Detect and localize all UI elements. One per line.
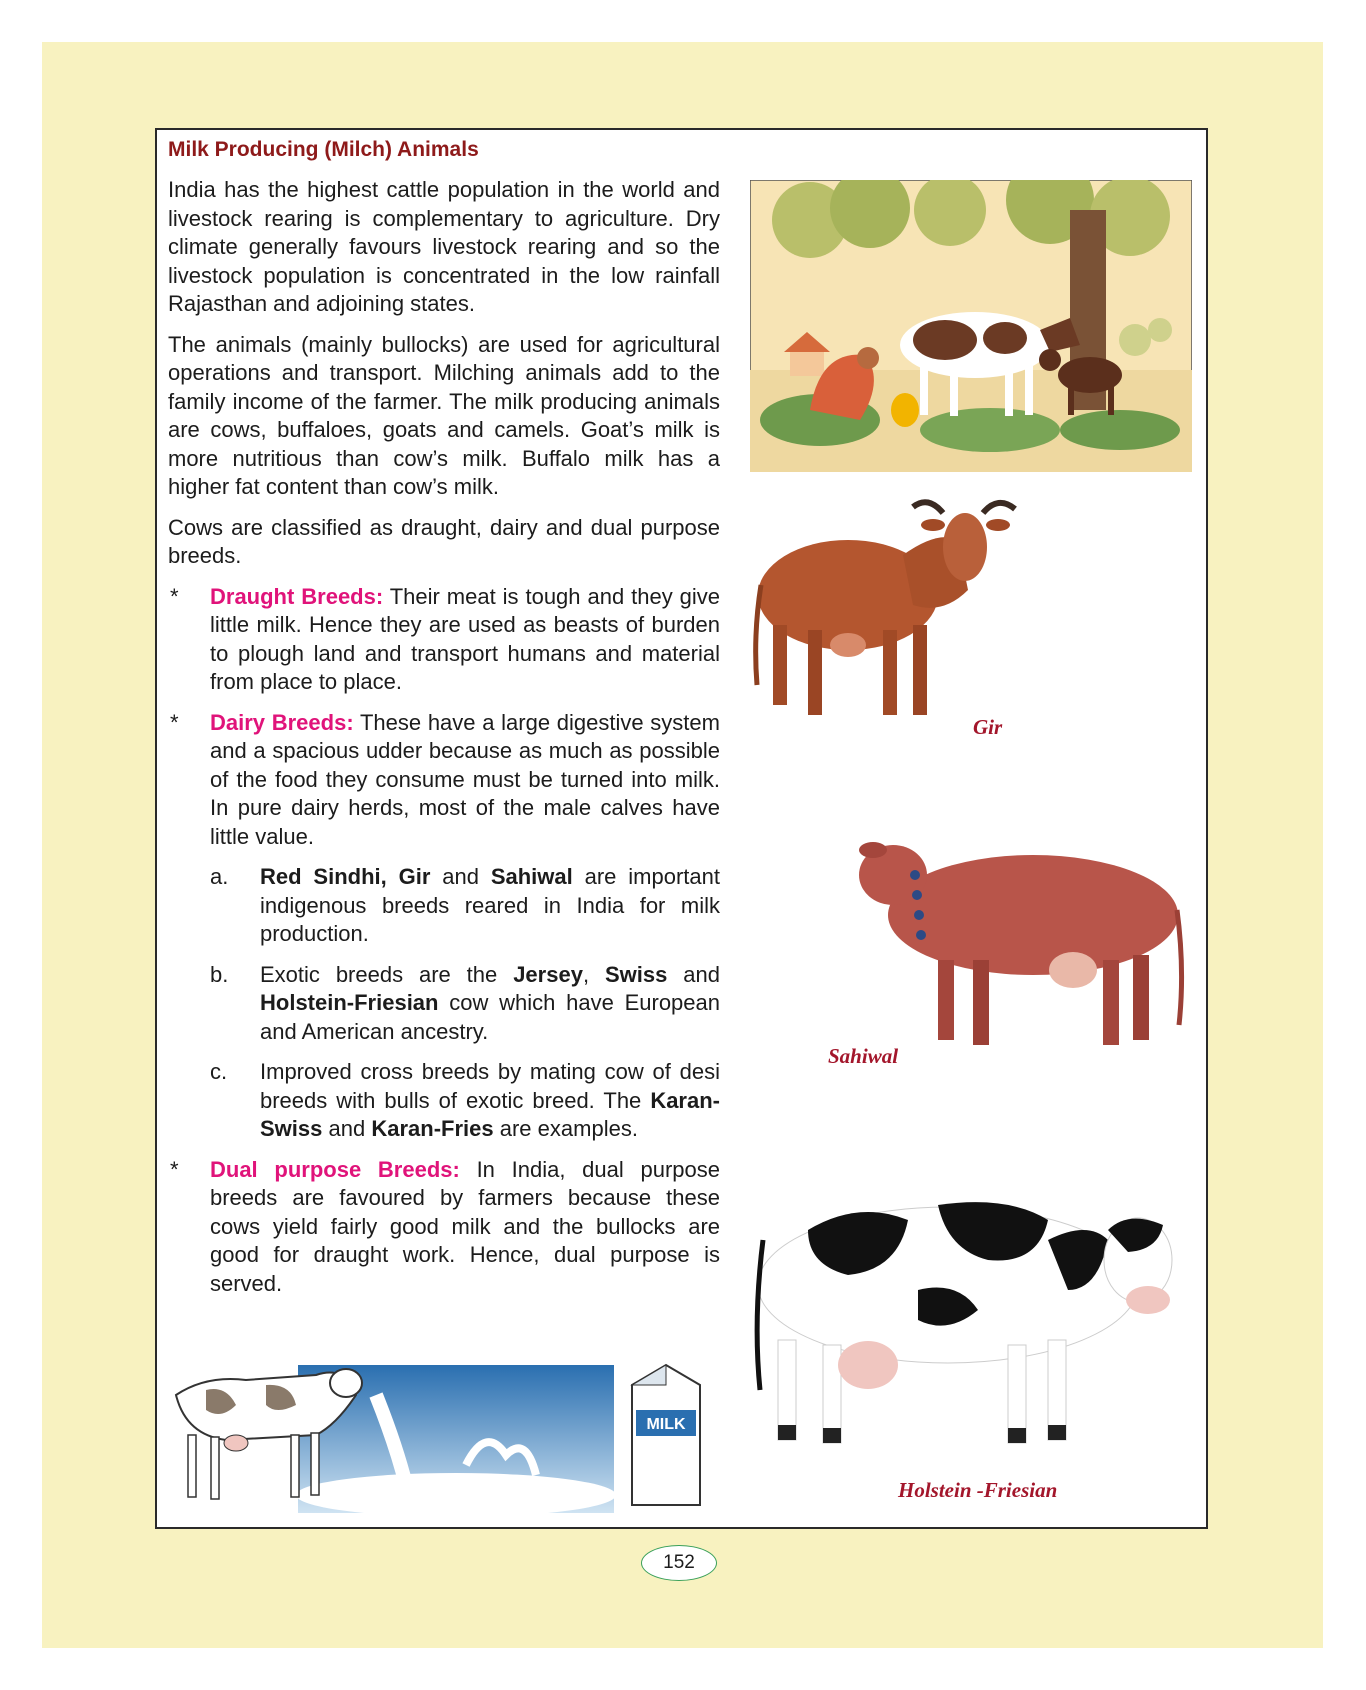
- sub-item-c: [168, 1058, 720, 1144]
- milk-carton-label: MILK: [646, 1416, 686, 1433]
- bold-term: Jersey: [513, 961, 583, 987]
- sahiwal-cow-image: [833, 820, 1193, 1060]
- bullet-mark: *: [170, 1156, 179, 1182]
- bullet-mark: *: [170, 709, 179, 735]
- text-span: Exotic breeds are the: [260, 961, 498, 987]
- gir-cow-image: [753, 495, 1033, 735]
- draught-text: Their meat is tough and they give little milk. Hence they are used as beasts of burden to plough land and transport humans and material from place to place.: [210, 583, 720, 694]
- dual-term: Dual purpose Breeds:: [210, 1156, 460, 1182]
- bullet-dual: [168, 1156, 720, 1299]
- dairy-term: Dairy Breeds:: [210, 709, 354, 735]
- text-span: ,: [582, 961, 590, 987]
- bold-term: Karan-Fries: [371, 1116, 494, 1141]
- caption-sahiwal: Sahiwal: [828, 1044, 899, 1068]
- text-span: cow which have European and American ancestry.: [260, 990, 720, 1044]
- text-span: and: [683, 961, 720, 987]
- text-column: [168, 176, 720, 1310]
- sub-label: c.: [210, 1059, 228, 1084]
- text-span: Improved cross breeds by mating cow of desi breeds with bulls of exotic breed. The: [260, 1059, 720, 1113]
- bullet-draught: [168, 583, 720, 697]
- text-span: and: [442, 864, 479, 889]
- section-heading: Milk Producing (Milch) Animals: [168, 138, 479, 161]
- bold-term: Red Sindhi, Gir: [260, 864, 431, 889]
- dairy-text: These have a large digestive system and a spacious udder because as much as possible of the food they consume must be turned into milk. In pure dairy herds, most of the male calves have little value.: [210, 709, 720, 849]
- dual-text: In India, dual purpose breeds are favoured by farmers because these cows yield fairly good milk and the bullocks are good for draught work. Hence, dual purpose is served.: [210, 1156, 720, 1296]
- sub-label: b.: [210, 961, 229, 987]
- text-span: are examples.: [499, 1116, 638, 1141]
- milk-illustration: [166, 1355, 714, 1513]
- paragraph-2: The animals (mainly bullocks) are used for agricultural operations and transport. Milching animals add to the family income of the farmer. The milk producing animals are cows, buffaloes, goats and camels. Goat’s milk is more nutritious than cow’s milk. Buffalo milk has a higher fat content than cow’s milk.: [168, 331, 720, 499]
- bold-term: Swiss: [604, 961, 668, 987]
- sub-item-a: [168, 863, 720, 949]
- paragraph-3: Cows are classified as draught, dairy and dual purpose breeds.: [168, 514, 720, 568]
- bold-term: Holstein-Friesian: [260, 990, 439, 1015]
- bullet-mark: *: [170, 583, 179, 609]
- holstein-friesian-cow-image: [748, 1180, 1188, 1455]
- paragraph-1: India has the highest cattle population in the world and livestock rearing is complementary to agriculture. Dry climate generally favours livestock rearing and so the livestock population is concentrated in the low rainfall Rajasthan and adjoining states.: [168, 177, 720, 316]
- caption-holstein-friesian: Holstein -Friesian: [898, 1478, 1058, 1502]
- page-number: 152: [641, 1545, 717, 1581]
- text-span: are important indigenous breeds reared in India for milk production.: [260, 864, 720, 946]
- bold-term: Sahiwal: [490, 864, 573, 889]
- farm-illustration: [750, 180, 1192, 472]
- bold-term: Karan-Swiss: [260, 1087, 720, 1141]
- sub-label: a.: [210, 864, 229, 889]
- draught-term: Draught Breeds:: [210, 583, 384, 609]
- caption-gir: Gir: [973, 715, 1003, 739]
- text-span: and: [328, 1116, 366, 1141]
- sub-item-b: [168, 961, 720, 1047]
- bullet-dairy: [168, 709, 720, 852]
